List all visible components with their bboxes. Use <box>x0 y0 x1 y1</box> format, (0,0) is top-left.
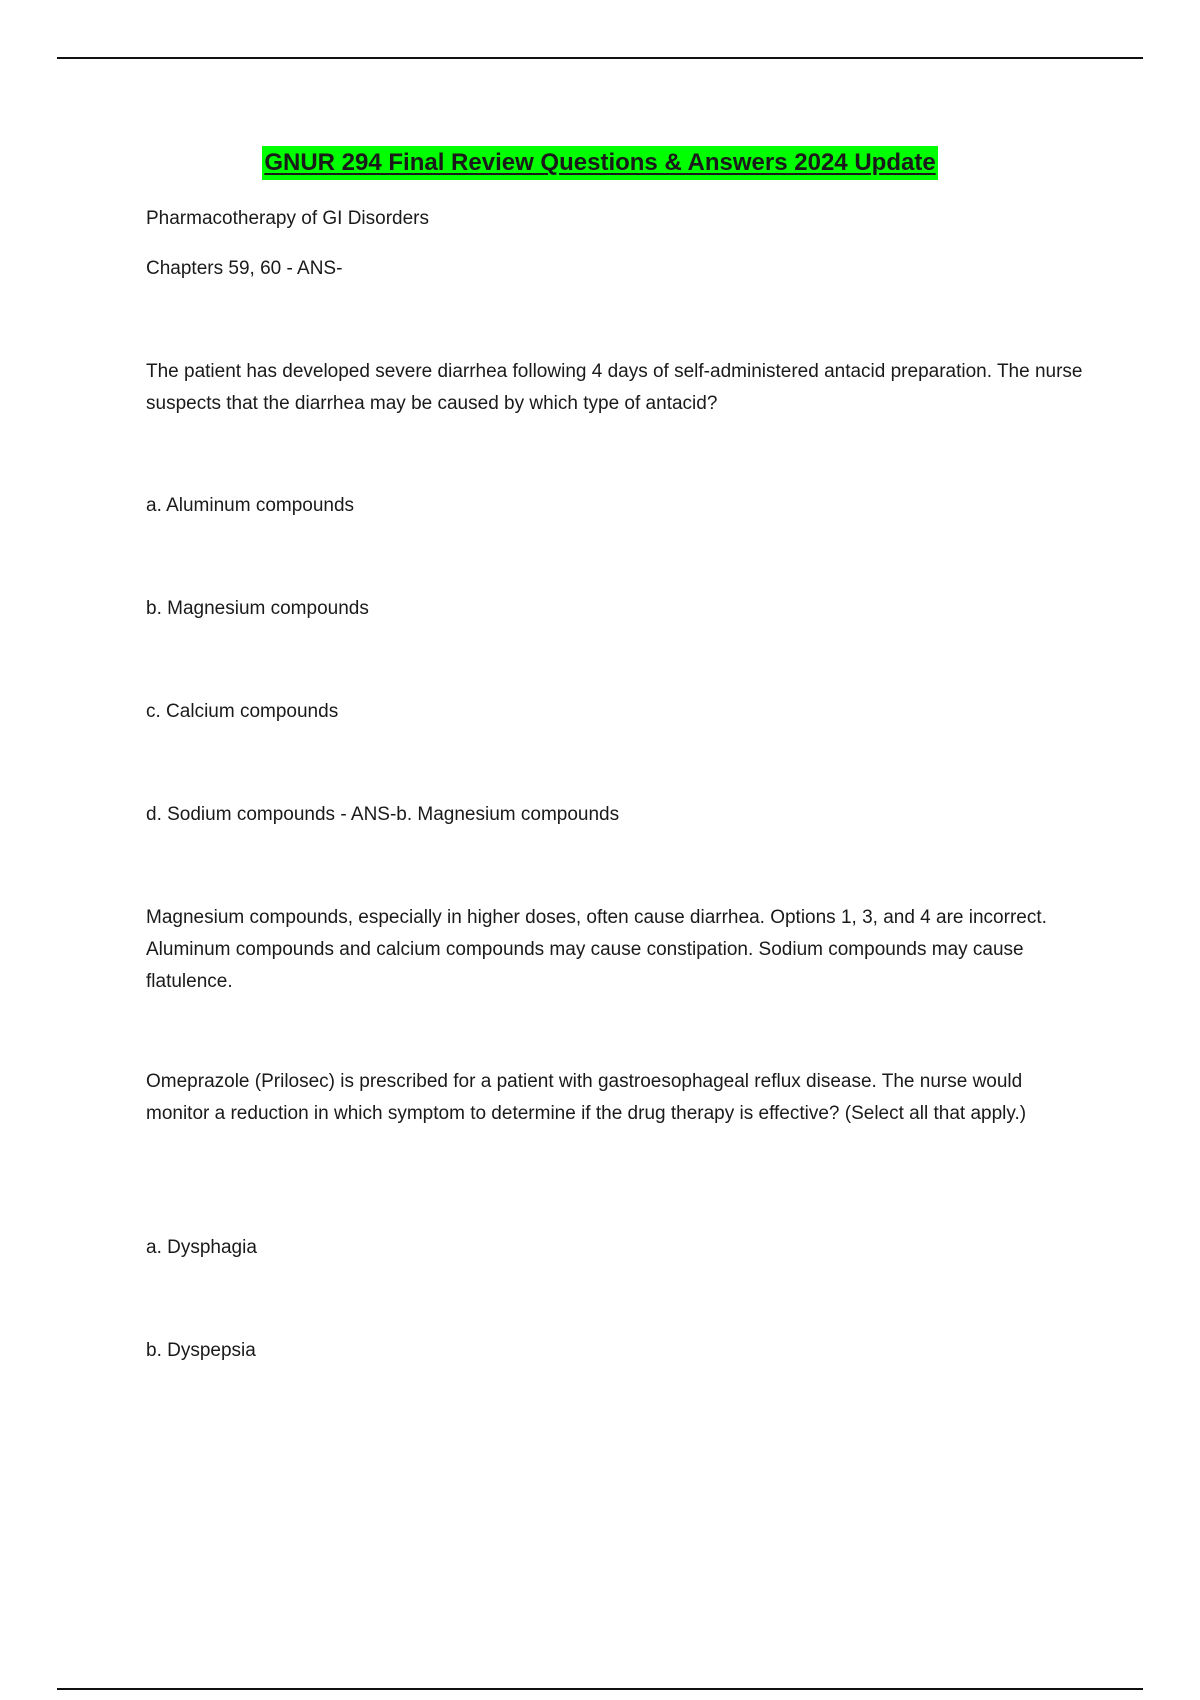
question-1-option-d-answer: d. Sodium compounds - ANS-b. Magnesium compounds <box>146 804 620 825</box>
document-title: GNUR 294 Final Review Questions & Answers 2024 Update <box>262 146 937 180</box>
question-1-rationale: Magnesium compounds, especially in higher doses, often cause diarrhea. Options 1, 3, and 4 are incorrect. Aluminum compounds and calcium compounds may cause constipation. Sodium compounds may cause flatulence. <box>146 907 1047 992</box>
bottom-rule <box>57 1688 1143 1690</box>
chapters-line: Chapters 59, 60 - ANS- <box>146 258 343 279</box>
question-1-option-b: b. Magnesium compounds <box>146 598 369 619</box>
question-2-option-a: a. Dysphagia <box>146 1237 257 1258</box>
question-1-option-a: a. Aluminum compounds <box>146 495 355 516</box>
question-1-option-c: c. Calcium compounds <box>146 701 339 722</box>
question-1-stem: The patient has developed severe diarrhea following 4 days of self-administered antacid preparation. The nurse suspects that the diarrhea may be caused by which type of antacid? <box>146 361 1083 414</box>
question-2-option-b: b. Dyspepsia <box>146 1340 256 1361</box>
top-rule <box>57 57 1143 59</box>
question-2-stem: Omeprazole (Prilosec) is prescribed for a patient with gastroesophageal reflux disease. The nurse would monitor a reduction in which symptom to determine if the drug therapy is effective? (Select all that apply.) <box>146 1071 1027 1124</box>
subtitle: Pharmacotherapy of GI Disorders <box>146 208 430 229</box>
title-container <box>0 146 1200 180</box>
